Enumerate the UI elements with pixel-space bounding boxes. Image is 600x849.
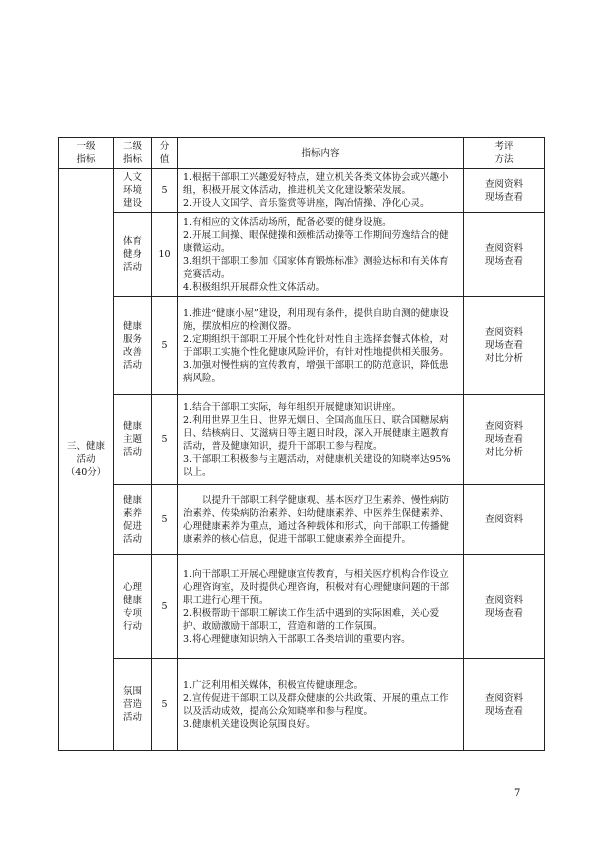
table-row	[59, 659, 545, 751]
content-line: 2.定期组织干部职工开展个性化针对性自主选择套餐式体检，对于部职工实施个性化健康风险评价，有针对性地提供相关服务。	[183, 333, 450, 358]
category-cell: 三、健康 活动 （40分）	[59, 169, 114, 751]
row-content	[178, 395, 464, 485]
row-content	[178, 213, 464, 297]
row-score: 10	[152, 213, 178, 297]
header-score: 分 值	[152, 138, 178, 169]
content-line: 1.向干部职工开展心理健康宣传教育，与相关医疗机构合作设立心理咨询室，及时提供心理咨询，积极对有心理健康问题的干部职工进行心理干预。	[183, 568, 450, 606]
row-name: 健康 主题 活动	[114, 395, 152, 485]
content-line: 以提升干部职工科学健康观、基本医疗卫生素养、慢性病防治素养、传染病防治素养、妇幼健康素养、中医养生保健素养、心理健康素养为重点，通过各种载体和形式，向干部职工传播健康素养的核心信息，促进干部职工健康素养全面提升。	[183, 494, 450, 545]
page-number: 7	[514, 788, 521, 799]
row-name: 心理 健康 专项 行动	[114, 555, 152, 659]
row-method: 查阅资料 现场查看	[464, 659, 545, 751]
row-content	[178, 169, 464, 213]
content-line: 1.推进“健康小屋”建设，利用现有条件，提供自助自测的健康设施，摆放相应的检测仪器。	[183, 307, 449, 332]
content-line: 1.结合干部职工实际，每年组织开展健康知识讲座。	[183, 401, 402, 413]
row-name: 健康 服务 改善 活动	[114, 297, 152, 395]
row-name: 人文 环境 建设	[114, 169, 152, 213]
content-line: 3.健康机关建设舆论氛围良好。	[183, 718, 316, 730]
row-score: 5	[152, 395, 178, 485]
row-method: 查阅资料 现场查看 对比分析	[464, 297, 545, 395]
table-row	[59, 485, 545, 555]
content-line: 1.有相应的文体活动场所，配备必要的健身设施。	[183, 216, 392, 228]
header-method: 考评 方法	[464, 138, 545, 169]
row-score: 5	[152, 555, 178, 659]
table-row	[59, 297, 545, 395]
row-score: 5	[152, 169, 178, 213]
table-row	[59, 395, 545, 485]
header-row	[59, 138, 545, 169]
content-line: 3.干部职工积极参与主题活动，对健康机关建设的知晓率达95%以上。	[183, 453, 451, 478]
row-content	[178, 297, 464, 395]
content-line: 3.组织干部职工参加《国家体育锻炼标准》测验达标和有关体育竞赛活动。	[183, 255, 449, 280]
content-line: 1.根据干部职工兴趣爱好特点，建立机关各类文体协会或兴趣小组，积极开展文体活动，推进机关文化建设繁荣发展。	[183, 172, 449, 196]
row-name: 氛围 营造 活动	[114, 659, 152, 751]
row-score: 5	[152, 485, 178, 555]
header-level2: 二级 指标	[114, 138, 152, 169]
row-content	[178, 485, 464, 555]
header-content: 指标内容	[178, 138, 464, 169]
content-line: 1.广泛利用相关媒体，积极宣传健康理念。	[183, 679, 364, 691]
row-name: 健康 素养 促进 活动	[114, 485, 152, 555]
row-method: 查阅资料 现场查看	[464, 169, 545, 213]
row-method: 查阅资料 现场查看	[464, 213, 545, 297]
content-line: 2.利用世界卫生日、世界无烟日、全国高血压日、联合国糖尿病日、结核病日、艾滋病日等主题日时段，深入开展健康主题教育活动，普及健康知识，提升干部职工参与程度。	[183, 414, 450, 452]
content-line: 3.将心理健康知识纳入干部职工各类培训的重要内容。	[183, 633, 411, 645]
content-line: 2.宣传促进干部职工以及群众健康的公共政策、开展的重点工作以及活动成效，提高公众知晓率和参与程度。	[183, 692, 449, 717]
content-line: 3.加强对慢性病的宣传教育，增强干部职工的防范意识，降低患病风险。	[183, 359, 449, 384]
content-line: 4.积极组织开展群众性文体活动。	[183, 281, 326, 293]
row-score: 5	[152, 659, 178, 751]
row-score: 5	[152, 297, 178, 395]
row-content	[178, 555, 464, 659]
row-content	[178, 659, 464, 751]
table-row	[59, 213, 545, 297]
row-name: 体育 健身 活动	[114, 213, 152, 297]
content-line: 2.开设人文国学、音乐鉴赏等讲座，陶冶情操、净化心灵。	[183, 198, 430, 209]
row-method: 查阅资料 现场查看 对比分析	[464, 395, 545, 485]
indicator-table	[58, 137, 545, 751]
content-line: 2.开展工间操、眼保健操和颈椎活动操等工作期间劳逸结合的健康微运动。	[183, 229, 449, 254]
content-line: 2.积极帮助干部职工解读工作生活中遇到的实际困难，关心爱护、敢励激励干部职工，营造和谐的工作氛围。	[183, 607, 440, 632]
row-method: 查阅资料	[464, 485, 545, 555]
row-method: 查阅资料 现场查看	[464, 555, 545, 659]
header-level1: 一级 指标	[59, 138, 114, 169]
table-row	[59, 555, 545, 659]
table-row	[59, 169, 545, 213]
